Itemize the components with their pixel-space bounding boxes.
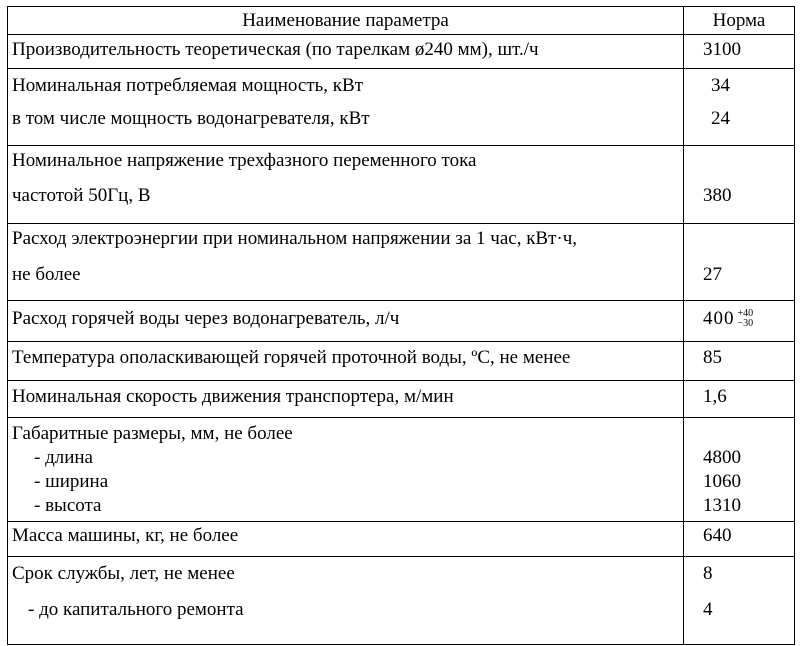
norm-value	[703, 224, 794, 264]
norm-cell	[684, 301, 795, 342]
param-text: Расход горячей воды через водонагреватель, л/ч	[12, 308, 400, 330]
param-text: частотой 50Гц, В	[12, 185, 151, 207]
norm-value	[703, 146, 794, 185]
param-text: в том числе мощность водонагревателя, кВт	[12, 108, 370, 130]
param-cell	[8, 417, 684, 521]
norm-value: 1060	[703, 470, 741, 492]
table-row-water	[8, 301, 795, 342]
param-text: Номинальная потребляемая мощность, кВт	[12, 75, 364, 97]
norm-value: 34	[711, 75, 730, 97]
param-subitem: - ширина	[34, 470, 109, 492]
norm-cell	[684, 342, 795, 380]
table-row-mass	[8, 521, 795, 556]
norm-value: 640	[703, 524, 732, 546]
table-row-conveyor-speed	[8, 380, 795, 417]
param-cell	[8, 342, 684, 380]
norm-value	[703, 418, 794, 446]
param-cell	[8, 35, 684, 69]
norm-value: 8	[703, 562, 713, 584]
param-text: не более	[12, 264, 81, 286]
table-row-energy	[8, 224, 795, 301]
param-text: Номинальная скорость движения транспортера, м/мин	[12, 385, 454, 407]
param-subitem: - длина	[34, 446, 93, 468]
table-row-power	[8, 69, 795, 146]
norm-value: 4800	[703, 446, 741, 468]
norm-cell	[684, 69, 795, 146]
table-header-row	[8, 7, 795, 35]
norm-value: 400	[703, 308, 735, 330]
norm-value: 1310	[703, 494, 741, 516]
param-cell	[8, 146, 684, 224]
norm-value: 1,6	[703, 385, 727, 407]
norm-value: 4	[703, 598, 713, 620]
table-row-dimensions	[8, 417, 795, 521]
param-cell	[8, 224, 684, 301]
param-cell	[8, 521, 684, 556]
table-row-productivity	[8, 35, 795, 69]
header-norm: Норма	[684, 7, 795, 35]
param-subitem: - высота	[34, 494, 102, 516]
param-subitem: - до капитального ремонта	[28, 598, 244, 620]
tolerance-lower: −30	[737, 318, 754, 330]
tolerance-upper: +40	[737, 308, 754, 320]
param-text: Масса машины, кг, не более	[12, 524, 239, 546]
param-text: Номинальное напряжение трехфазного переменного тока	[12, 150, 477, 172]
norm-value: 24	[711, 108, 730, 130]
norm-value: 85	[703, 347, 722, 369]
table-row-voltage	[8, 146, 795, 224]
param-text: Производительность теоретическая (по тарелкам ø240 мм), шт./ч	[12, 39, 539, 60]
param-cell	[8, 69, 684, 146]
param-cell	[8, 556, 684, 644]
spec-table	[7, 6, 795, 645]
header-param: Наименование параметра	[8, 7, 684, 35]
norm-cell	[684, 224, 795, 301]
norm-cell	[684, 417, 795, 521]
norm-value: 27	[703, 264, 722, 286]
norm-cell	[684, 556, 795, 644]
param-cell	[8, 301, 684, 342]
norm-cell	[684, 380, 795, 417]
norm-value: 3100	[703, 39, 741, 60]
table-row-service-life	[8, 556, 795, 644]
norm-cell	[684, 35, 795, 69]
param-text: Температура ополаскивающей горячей проточной воды, ºС, не менее	[12, 347, 571, 369]
param-text: Расход электроэнергии при номинальном напряжении за 1 час, кВт·ч,	[12, 228, 578, 250]
table-row-temperature	[8, 342, 795, 380]
norm-cell	[684, 146, 795, 224]
norm-tolerance-value	[703, 301, 794, 330]
param-cell	[8, 380, 684, 417]
param-text: Габаритные размеры, мм, не более	[12, 422, 293, 444]
param-text: Срок службы, лет, не менее	[12, 562, 235, 584]
tolerance	[738, 309, 754, 329]
norm-value: 380	[703, 185, 732, 207]
norm-cell	[684, 521, 795, 556]
